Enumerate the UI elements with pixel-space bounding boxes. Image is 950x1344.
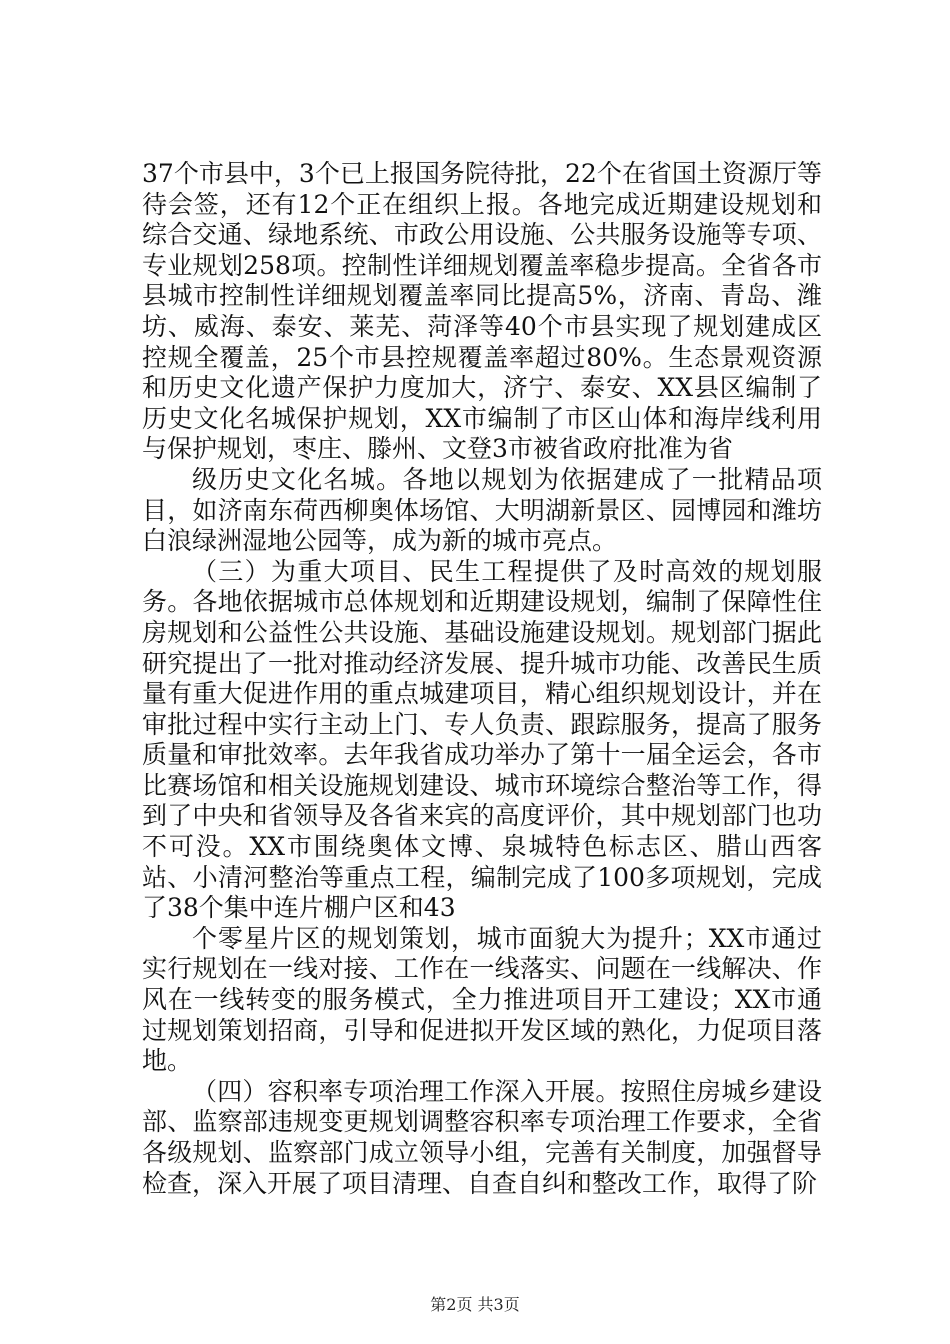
paragraph-1: 37个市县中，3个已上报国务院待批，22个在省国土资源厅等待会签，还有12个正在组织上报。各地完成近期建设规划和综合交通、绿地系统、市政公用设施、公共服务设施等专项、专业规划258项。控制性详细规划覆盖率稳步提高。全省各市县城市控制性详细规划覆盖率同比提高5%，济南、青岛、潍坊、威海、泰安、莱芜、菏泽等40个市县实现了规划建成区控规全覆盖，25个市县控规覆盖率超过80%。生态景观资源和历史文化遗产保护力度加大，济宁、泰安、XX县区编制了历史文化名城保护规划，XX市编制了市区山体和海岸线利用与保护规划，枣庄、滕州、文登3市被省政府批准为省 <box>142 159 822 464</box>
paragraph-3: （三）为重大项目、民生工程提供了及时高效的规划服务。各地依据城市总体规划和近期建设规划，编制了保障性住房规划和公益性公共设施、基础设施建设规划。规划部门据此研究提出了一批对推动经济发展、提升城市功能、改善民生质量有重大促进作用的重点城建项目，精心组织规划设计，并在审批过程中实行主动上门、专人负责、跟踪服务，提高了服务质量和审批效率。去年我省成功举办了第十一届全运会，各市比赛场馆和相关设施规划建设、城市环境综合整治等工作，得到了中央和省领导及各省来宾的高度评价，其中规划部门也功不可没。XX市围绕奥体文博、泉城特色标志区、腊山西客站、小清河整治等重点工程，编制完成了100多项规划，完成了38个集中连片棚户区和43 <box>142 556 822 923</box>
paragraph-4: 个零星片区的规划策划，城市面貌大为提升；XX市通过实行规划在一线对接、工作在一线落实、问题在一线解决、作风在一线转变的服务模式，全力推进项目开工建设；XX市通过规划策划招商，引导和促进拟开发区域的熟化，力促项目落地。 <box>142 923 822 1076</box>
page-footer: 第2页 共3页 <box>430 1295 520 1314</box>
paragraph-5: （四）容积率专项治理工作深入开展。按照住房城乡建设部、监察部违规变更规划调整容积率专项治理工作要求，全省各级规划、监察部门成立领导小组，完善有关制度，加强督导检查，深入开展了项目清理、自查自纠和整改工作，取得了阶 <box>142 1076 822 1198</box>
paragraph-2: 级历史文化名城。各地以规划为依据建成了一批精品项目，如济南东荷西柳奥体场馆、大明湖新景区、园博园和潍坊白浪绿洲湿地公园等，成为新的城市亮点。 <box>142 464 822 556</box>
document-body <box>142 159 822 1199</box>
